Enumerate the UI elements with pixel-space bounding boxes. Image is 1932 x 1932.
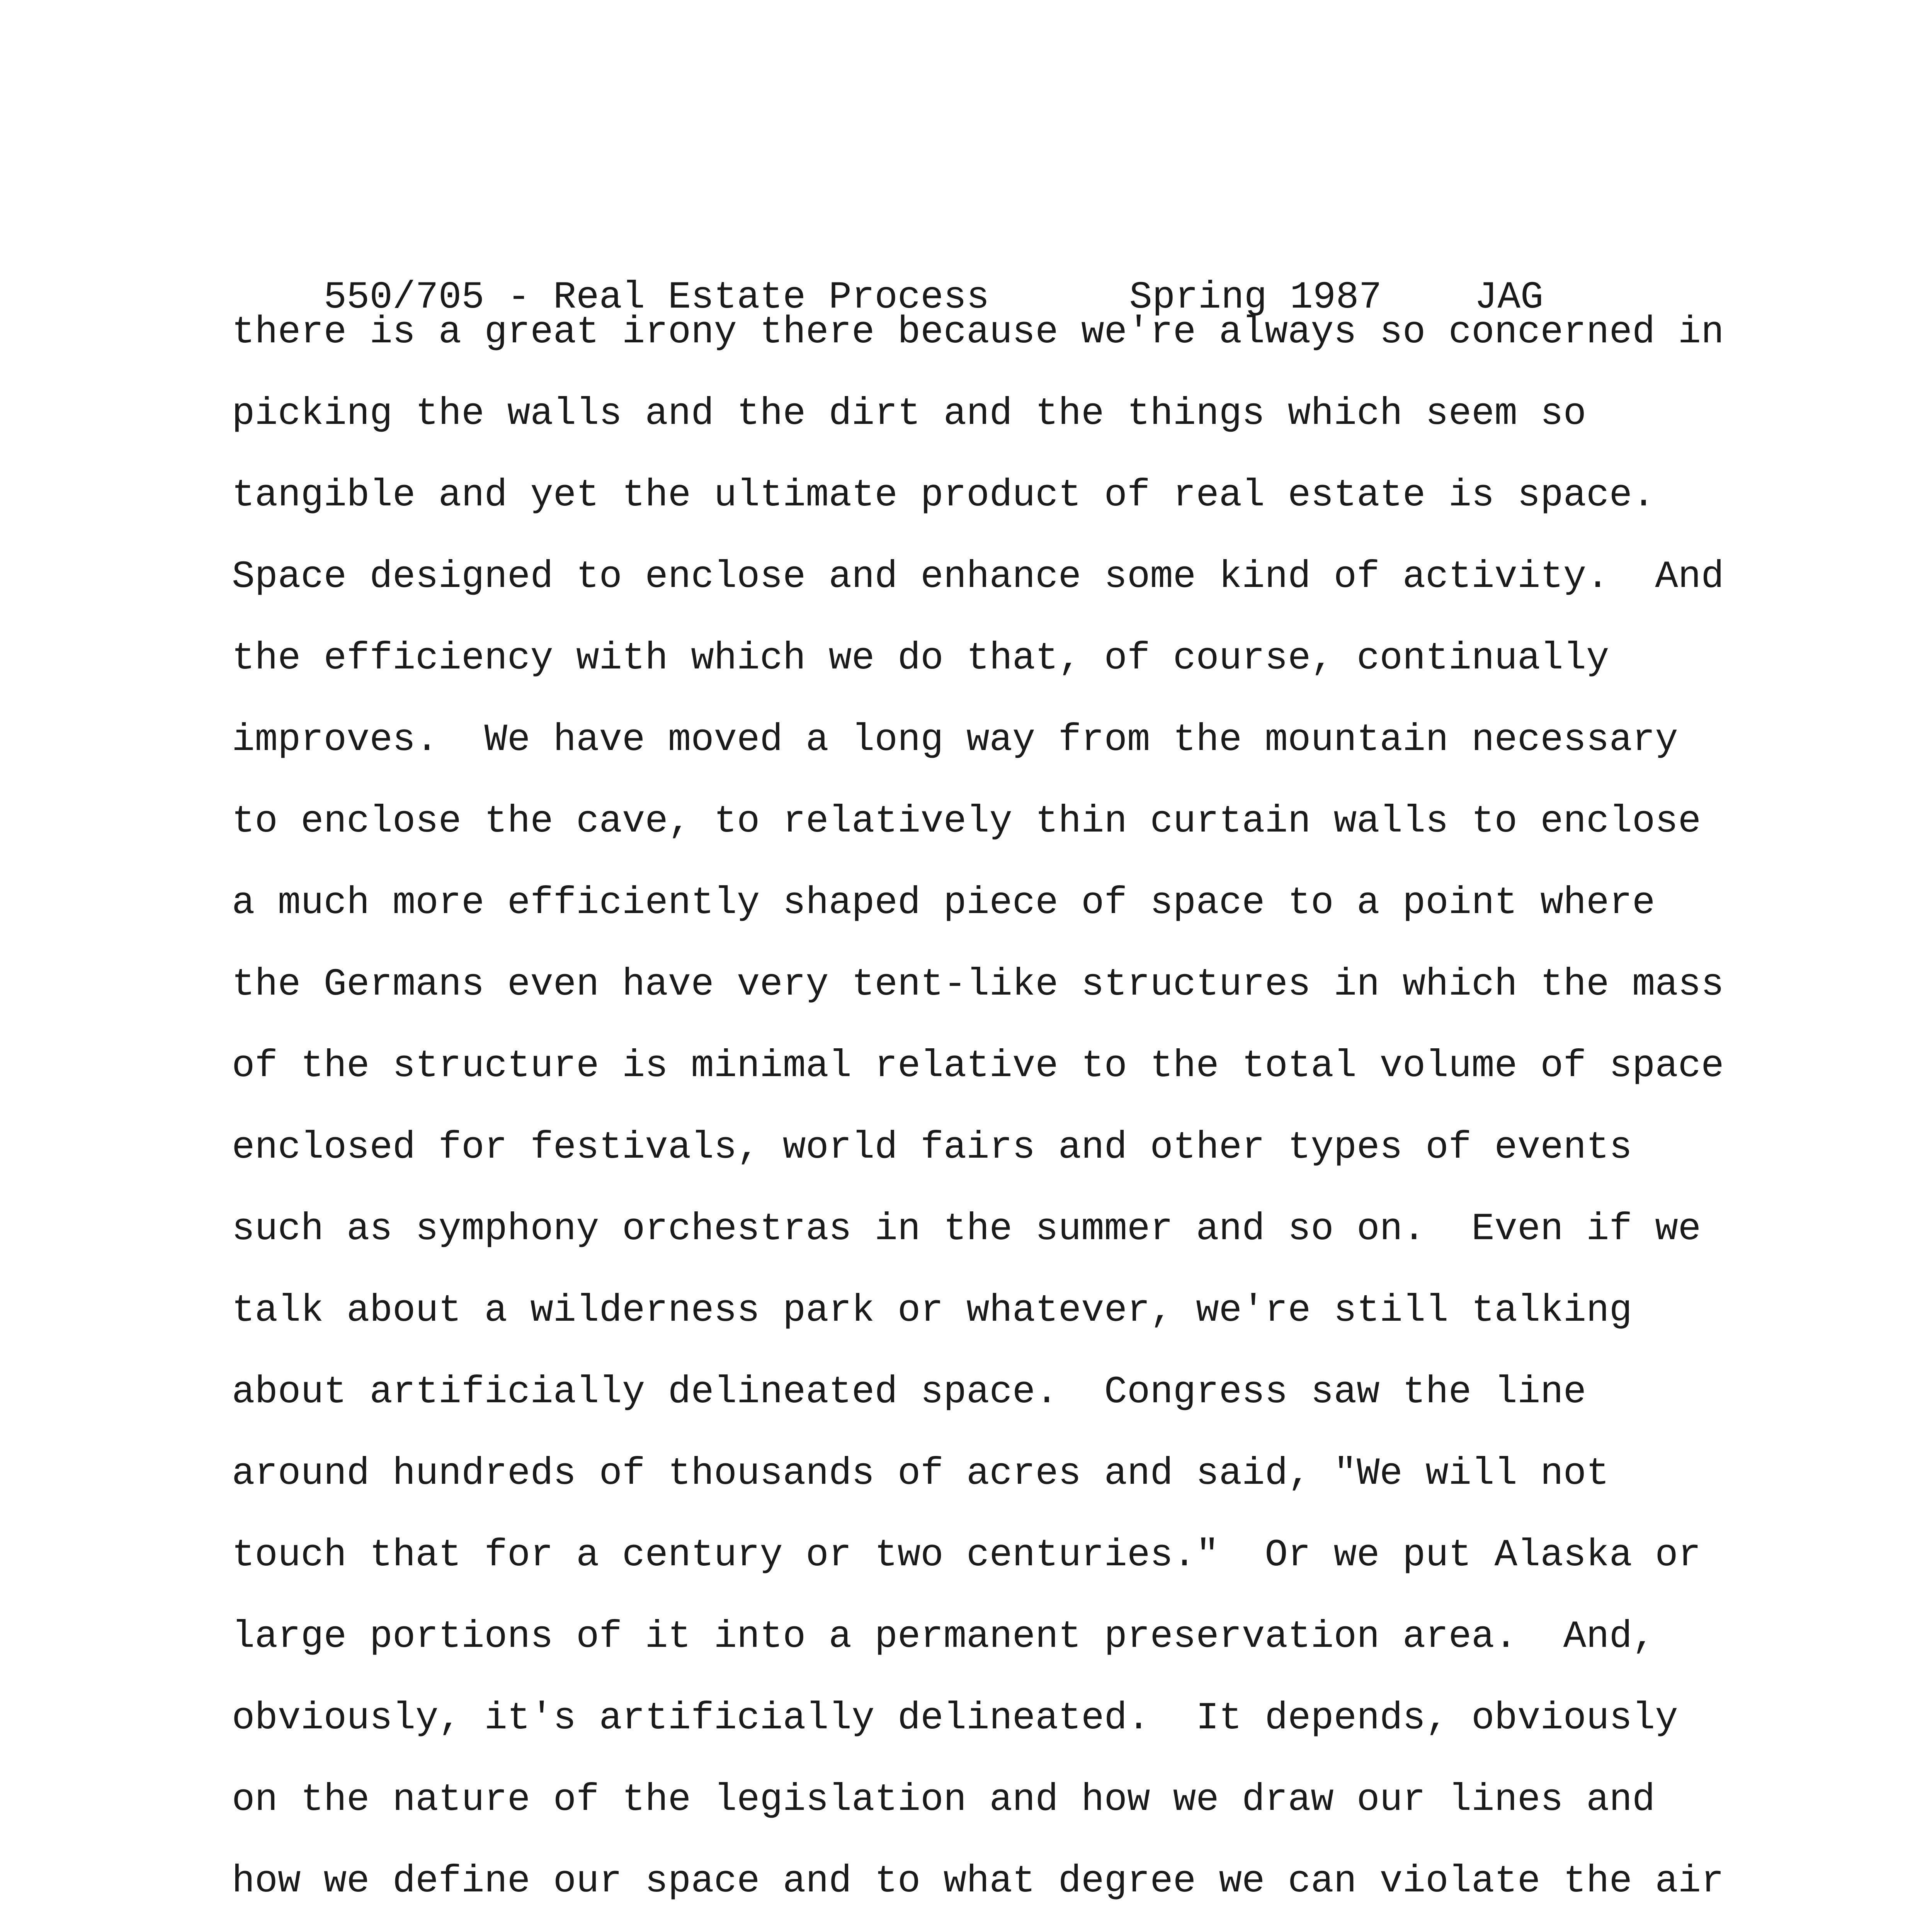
text-line: a much more efficiently shaped piece of space to a point where [232, 881, 1655, 925]
body-text [232, 309, 1777, 1932]
text-line: how we define our space and to what degree we can violate the air [232, 1860, 1724, 1903]
author-initials: JAG [1475, 276, 1544, 319]
text-line: obviously, it's artificially delineated. It depends, obviously [232, 1697, 1678, 1740]
text-line: of the structure is minimal relative to the total volume of space [232, 1044, 1724, 1088]
page-header [232, 228, 1544, 319]
text-line: on the nature of the legislation and how we draw our lines and [232, 1778, 1655, 1821]
text-line: the Germans even have very tent-like structures in which the mass [232, 963, 1724, 1006]
text-line: such as symphony orchestras in the summer and so on. Even if we [232, 1208, 1701, 1251]
text-line: about artificially delineated space. Congress saw the line [232, 1371, 1587, 1414]
course-title: 550/705 - Real Estate Process [323, 276, 990, 319]
text-line: the efficiency with which we do that, of course, continually [232, 637, 1609, 680]
text-line: talk about a wilderness park or whatever, we're still talking [232, 1289, 1632, 1332]
text-line: tangible and yet the ultimate product of real estate is space. [232, 474, 1655, 517]
text-line: touch that for a century or two centuries." Or we put Alaska or [232, 1534, 1701, 1577]
text-line: picking the walls and the dirt and the things which seem so [232, 392, 1587, 435]
text-line: enclosed for festivals, world fairs and other types of events [232, 1126, 1632, 1169]
text-line: large portions of it into a permanent preservation area. And, [232, 1615, 1655, 1658]
text-line: to enclose the cave, to relatively thin curtain walls to enclose [232, 800, 1701, 843]
term-label: Spring 1987 [1129, 276, 1382, 319]
text-line: around hundreds of thousands of acres and said, "We will not [232, 1452, 1609, 1495]
text-line: Space designed to enclose and enhance some kind of activity. And [232, 555, 1724, 599]
text-line: there is a great irony there because we're always so concerned in [232, 311, 1724, 354]
text-line: improves. We have moved a long way from the mountain necessary [232, 718, 1678, 762]
